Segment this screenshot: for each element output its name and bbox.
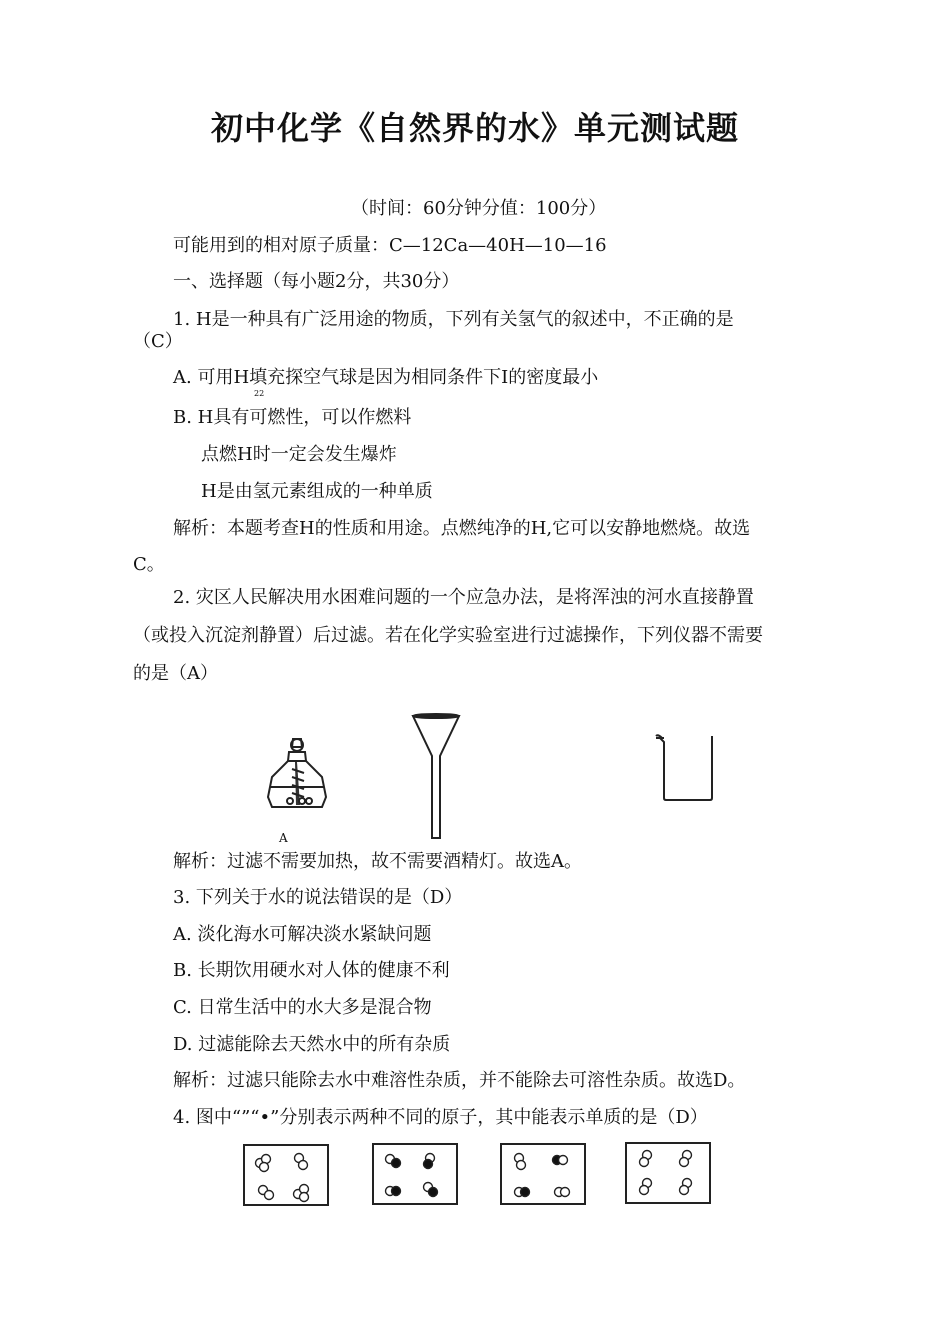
- q1-option-b: B. H具有可燃性，可以作燃料: [173, 407, 412, 428]
- q1-option-a-subscript: 22: [254, 389, 265, 398]
- q1-option-d: H是由氢元素组成的一种单质: [201, 481, 433, 502]
- beaker-figure: [652, 730, 718, 804]
- q2-stem-line3: 的是（A）: [133, 663, 218, 684]
- q1-stem-line1: 1. H是一种具有广泛用途的物质，下列有关氢气的叙述中，不正确的是: [173, 309, 734, 330]
- section-heading: 一、选择题（每小题2分，共30分）: [173, 271, 460, 292]
- q3-analysis: 解析：过滤只能除去水中难溶性杂质，并不能除去可溶性杂质。故选D。: [173, 1070, 746, 1091]
- page-title: 初中化学《自然界的水》单元测试题: [210, 109, 739, 147]
- molecule-box-3: [500, 1143, 586, 1205]
- alcohol-lamp-figure: [262, 735, 332, 815]
- molecule-box-4: [625, 1142, 711, 1204]
- q1-analysis-line1: 解析：本题考查H的性质和用途。点燃纯净的H,它可以安静地燃烧。故选: [173, 518, 751, 539]
- q3-option-b: B. 长期饮用硬水对人体的健康不利: [173, 960, 450, 981]
- q2-stem-line1: 2. 灾区人民解决用水困难问题的一个应急办法，是将浑浊的河水直接静置: [173, 587, 754, 608]
- q3-stem: 3. 下列关于水的说法错误的是（D）: [173, 887, 463, 908]
- time-score-line: （时间：60分钟分值：100分）: [351, 198, 607, 219]
- q2-stem-line2: （或投入沉淀剂静置）后过滤。若在化学实验室进行过滤操作，下列仪器不需要: [133, 625, 763, 646]
- q2-analysis: 解析：过滤不需要加热，故不需要酒精灯。故选A。: [173, 851, 582, 872]
- q1-option-a: A. 可用H填充探空气球是因为相同条件下I的密度最小: [173, 367, 599, 388]
- q1-analysis-line2: C。: [133, 554, 165, 575]
- atomic-mass-line: 可能用到的相对原子质量：C—12Ca—40H—10—16: [173, 235, 607, 256]
- q1-stem-line2: （C）: [133, 331, 183, 352]
- molecule-box-1: [243, 1144, 329, 1206]
- molecule-box-2: [372, 1143, 458, 1205]
- q2-figure-label-a: A: [279, 831, 288, 845]
- q1-option-c: 点燃H时一定会发生爆炸: [201, 444, 397, 465]
- q3-option-d: D. 过滤能除去天然水中的所有杂质: [173, 1034, 451, 1055]
- q3-option-c: C. 日常生活中的水大多是混合物: [173, 997, 432, 1018]
- q3-option-a: A. 淡化海水可解决淡水紧缺问题: [173, 924, 432, 945]
- funnel-figure: [410, 712, 462, 842]
- q4-stem: 4. 图中“”“•”分别表示两种不同的原子，其中能表示单质的是（D）: [173, 1107, 708, 1128]
